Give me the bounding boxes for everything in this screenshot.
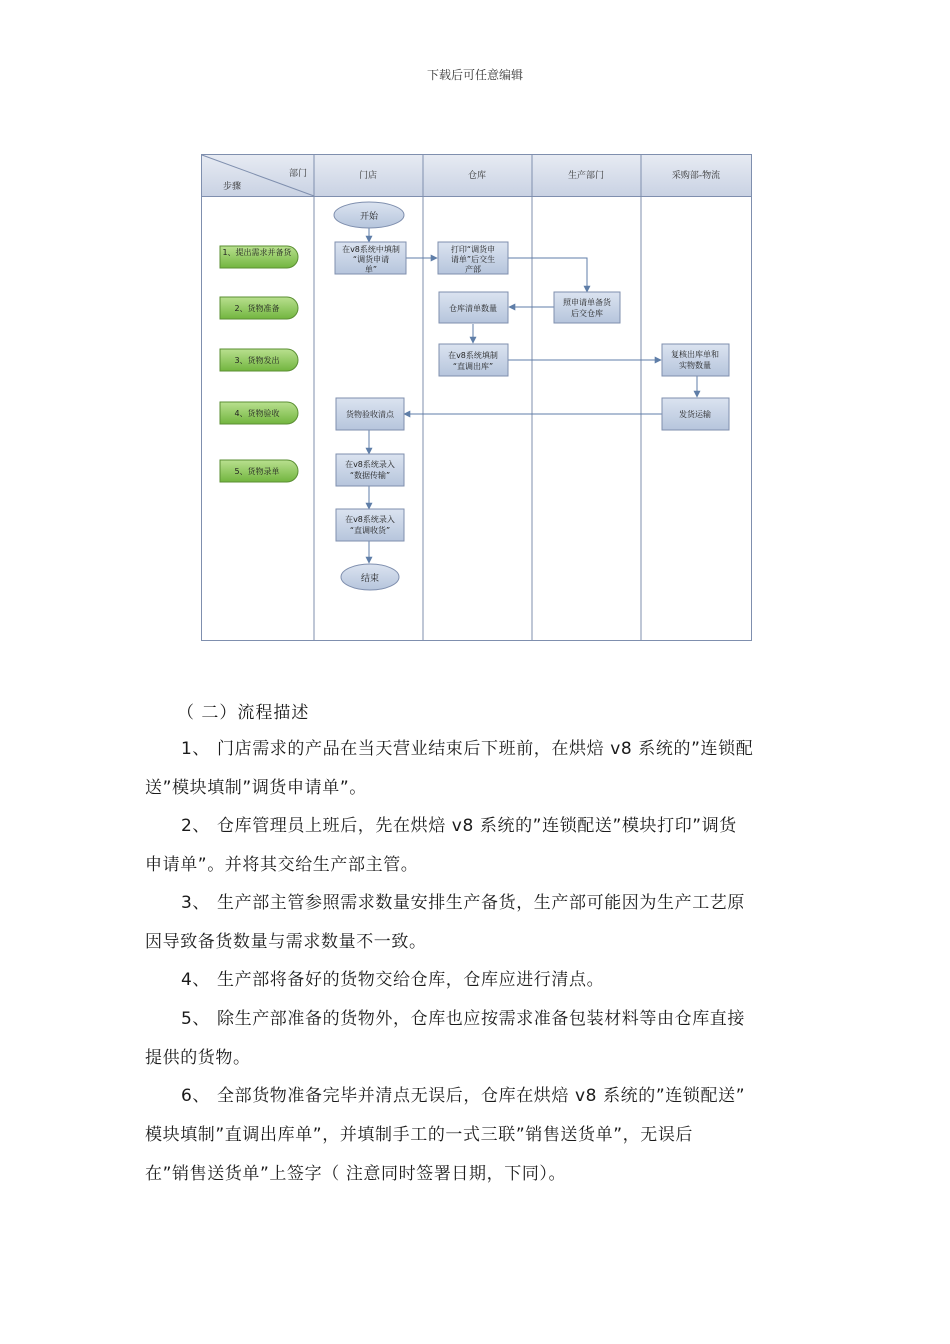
paragraph-text: 生产部主管参照需求数量安排生产备货，生产部可能因为生产工艺原 [217,893,745,913]
node-receive-check [336,398,404,430]
node-start-label: 开始 [359,212,379,222]
node-direct-outbound-line: “直调出库” [452,362,494,371]
step-1-label: 1、提出需求并备货 [222,248,292,257]
column-header-warehouse: 仓库 [467,171,487,181]
step-5-label: 5、货物录单 [234,467,280,476]
paragraph-text: 生产部将备好的货物交给仓库，仓库应进行清点。 [217,970,605,990]
step-2-label: 2、货物准备 [234,304,280,313]
node-ship-label: 发货运输 [679,410,711,419]
paragraph-number: 6、 [181,1086,211,1106]
section-title: （ 二）流程描述 [177,703,310,723]
header-note: 下载后可任意编辑 [426,68,523,82]
flowchart-svg [201,154,752,641]
node-enter-data-line: “数据传输” [349,471,391,480]
step-3 [220,349,298,371]
node-end-label: 结束 [360,574,380,584]
node-enter-data-line: 在v8系统录入 [345,460,395,469]
paragraph-text: 申请单”。并将其交给生产部主管。 [145,855,419,875]
paragraph-text: 送”模块填制”调货申请单”。 [145,778,367,798]
node-check-outbound-line: 复核出库单和 [671,350,719,359]
flowchart [201,154,752,641]
node-end [341,564,399,590]
node-direct-outbound [439,344,508,376]
paragraph-1 [145,730,805,808]
node-fill-request-line: 在v8系统中填制 [342,245,400,254]
node-count-warehouse [439,292,508,323]
paragraph-text: 门店需求的产品在当天营业结束后下班前，在烘焙 v8 系统的”连锁配 [217,739,754,759]
node-enter-receipt-line: “直调收货” [349,526,391,535]
paragraph-5 [145,1000,805,1078]
node-enter-data [336,454,404,486]
node-prepare-goods-line: 后交仓库 [571,309,603,318]
paragraph-text: 提供的货物。 [145,1048,251,1068]
node-print-request-line: 产部 [465,265,481,274]
node-prepare-goods [554,292,620,323]
node-check-outbound-line: 实物数量 [679,361,711,370]
paragraph-6 [145,1077,805,1194]
paragraph-text: 模块填制”直调出库单”，并填制手工的一式三联”销售送货单”，无误后 [145,1125,694,1145]
node-print-request [438,242,508,274]
paragraph-4 [145,961,805,1000]
paragraph-number: 1、 [181,739,211,759]
step-1 [220,246,298,268]
node-fill-request-line: 单” [364,265,378,274]
paragraph-number: 4、 [181,970,211,990]
node-ship [662,398,729,430]
paragraph-text: 除生产部准备的货物外，仓库也应按需求准备包装材料等由仓库直接 [217,1009,745,1029]
column-header-production: 生产部门 [567,171,605,181]
paragraph-text: 在”销售送货单”上签字（ 注意同时签署日期，下同）。 [145,1164,567,1184]
node-check-outbound [662,344,729,376]
paragraph-2 [145,807,805,885]
paragraph-text: 因导致备货数量与需求数量不一致。 [145,932,427,952]
step-4 [220,402,298,424]
node-count-warehouse-label: 仓库清单数量 [449,304,497,313]
node-receive-check-label: 货物验收清点 [346,410,394,419]
node-enter-receipt [336,509,404,541]
column-header-store: 门店 [358,171,378,181]
node-fill-request-line: “调货申请 [352,255,390,264]
corner-dept-label: 部门 [289,169,308,179]
node-start [334,202,404,228]
paragraph-text: 仓库管理员上班后，先在烘焙 v8 系统的”连锁配送”模块打印”调货 [217,816,737,836]
paragraph-text: 全部货物准备完毕并清点无误后，仓库在烘焙 v8 系统的”连锁配送” [217,1086,746,1106]
node-print-request-line: 打印“调货申 [450,245,496,254]
corner-step-label: 步骤 [223,182,242,192]
node-fill-request [335,242,406,274]
node-prepare-goods-line: 照申请单备货 [563,298,611,307]
step-4-label: 4、货物验收 [234,409,280,418]
step-3-label: 3、货物发出 [234,356,280,365]
step-5 [220,460,298,482]
paragraph-number: 3、 [181,893,211,913]
node-print-request-line: 请单”后交生 [450,255,496,264]
paragraph-number: 2、 [181,816,211,836]
node-direct-outbound-line: 在v8系统填制 [448,351,498,360]
column-header-purchasing: 采购部-物流 [671,171,721,181]
paragraph-3 [145,884,805,962]
node-enter-receipt-line: 在v8系统录入 [345,515,395,524]
step-2 [220,297,298,319]
paragraph-number: 5、 [181,1009,211,1029]
